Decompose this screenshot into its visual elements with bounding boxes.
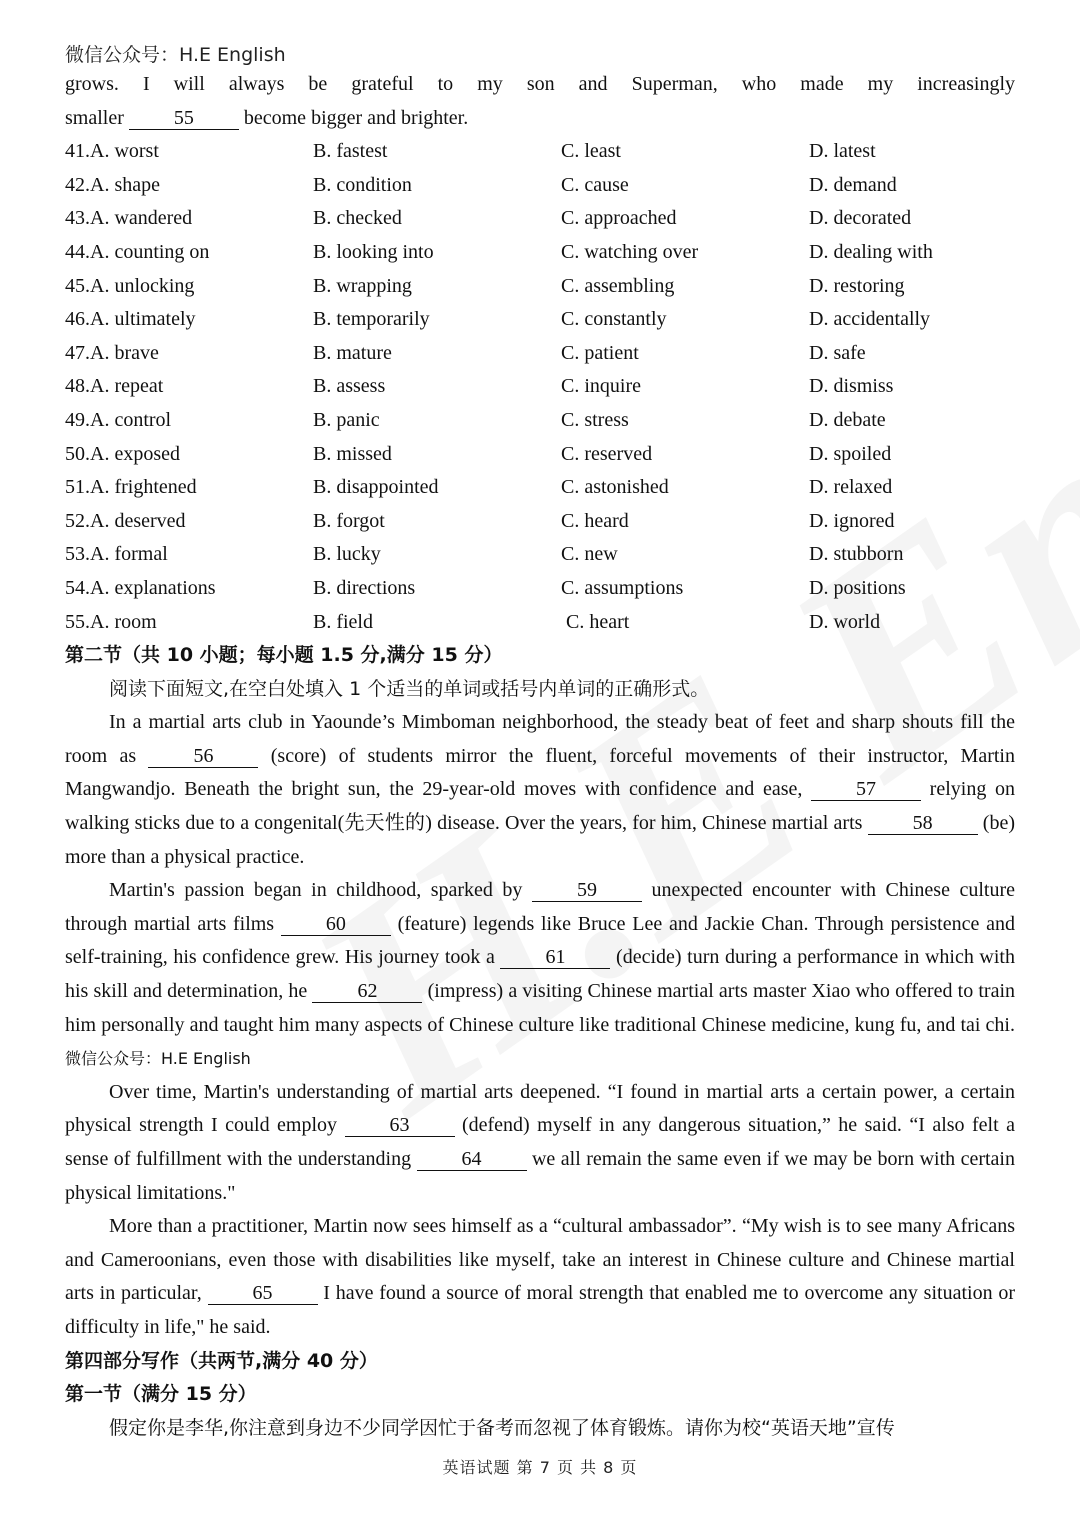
option-b: B. condition	[313, 173, 412, 196]
option-a	[65, 236, 313, 270]
option-a	[65, 303, 313, 337]
question-number: 50.	[65, 442, 90, 465]
option-text: A. deserved	[90, 509, 186, 532]
option-b: B. directions	[313, 576, 416, 599]
option-text: A. repeat	[90, 375, 164, 398]
question-number: 46.	[65, 308, 90, 331]
option-a	[65, 538, 313, 572]
grammar-paragraph-4: More than a practitioner, Martin now sees himself as a “cultural ambassador”. “My wish is to see many Africans and Cameroonians, even those with disabilities like myself, take an interest in Chinese culture and Chinese martial arts in particular, 65 I have found a source of moral strength that enabled me to overcome any situation or difficulty in life," he said.	[65, 1215, 1015, 1338]
option-row	[65, 303, 1015, 337]
answer-blank: 62	[312, 980, 422, 1003]
question-number: 51.	[65, 476, 90, 499]
option-b: B. fastest	[313, 140, 388, 163]
option-b: B. wrapping	[313, 274, 412, 297]
question-number: 43.	[65, 207, 90, 230]
option-d: D. positions	[809, 576, 906, 599]
option-a	[65, 202, 313, 236]
grammar-paragraph-2: Martin's passion began in childhood, sparked by 59 unexpected encounter with Chinese culture through martial arts films 60 (feature) legends like Bruce Lee and Jackie Chan. Through persistence and self-training, his confidence grew. His journey took a 61 (decide) turn during a performance in which with his skill and determination, he 62 (impress) a visiting Chinese martial arts master Xiao who offered to train him personally and taught him many aspects of Chinese culture like traditional Chinese medicine, kung fu, and tai chi.微信公众号：H.E English	[65, 879, 1016, 1069]
option-row	[65, 370, 1015, 404]
answer-blank: 61	[500, 946, 610, 969]
option-row	[65, 438, 1015, 472]
option-text: A. ultimately	[90, 308, 196, 331]
option-a	[65, 135, 313, 169]
option-d: D. latest	[809, 140, 876, 163]
grammar-paragraph-3: Over time, Martin's understanding of martial arts deepened. “I found in martial arts a certain power, a certain physical strength I could employ 63 (defend) myself in any dangerous situation,” he said. “I also felt a sense of fulfillment with the understanding 64 we all remain the same even if we may be born with certain physical limitations."	[65, 1080, 1016, 1204]
question-number: 47.	[65, 341, 90, 364]
option-text: A. explanations	[90, 576, 216, 599]
answer-blank: 55	[129, 107, 239, 130]
option-d: D. safe	[809, 341, 866, 364]
option-c: C. astonished	[561, 476, 669, 499]
passage-text: smaller	[65, 106, 129, 129]
part4-heading: 第四部分写作（共两节,满分 40 分）	[65, 1349, 378, 1372]
option-b: B. disappointed	[313, 476, 439, 499]
option-c: C. heart	[566, 610, 630, 633]
passage-text: become bigger and brighter.	[238, 106, 469, 129]
question-number: 41.	[65, 140, 90, 163]
option-row	[65, 135, 1015, 169]
option-a	[65, 572, 313, 606]
option-c: C. new	[561, 543, 618, 566]
question-number: 55.	[65, 610, 90, 633]
option-c: C. approached	[561, 207, 677, 230]
writing-prompt: 假定你是李华,你注意到身边不少同学因忙于备考而忽视了体育锻炼。请你为校“英语天地”宣传	[109, 1416, 895, 1439]
option-c: C. assembling	[561, 274, 675, 297]
answer-blank: 64	[417, 1148, 527, 1171]
option-text: A. unlocking	[90, 274, 195, 297]
option-a	[65, 606, 313, 640]
option-d: D. stubborn	[809, 543, 904, 566]
option-row	[65, 471, 1015, 505]
option-b: B. panic	[313, 408, 380, 431]
option-a	[65, 370, 313, 404]
option-row	[65, 606, 1015, 640]
question-number: 53.	[65, 543, 90, 566]
question-number: 45.	[65, 274, 90, 297]
option-d: D. decorated	[809, 207, 912, 230]
option-c: C. inquire	[561, 375, 641, 398]
cloze-options	[65, 135, 1015, 639]
option-row	[65, 202, 1015, 236]
option-c: C. stress	[561, 408, 629, 431]
option-c: C. watching over	[561, 240, 699, 263]
answer-blank: 56	[148, 745, 258, 768]
option-row	[65, 572, 1015, 606]
option-c: C. cause	[561, 173, 629, 196]
option-a	[65, 505, 313, 539]
option-text: A. formal	[90, 543, 168, 566]
option-a	[65, 169, 313, 203]
option-text: A. shape	[90, 173, 160, 196]
option-a	[65, 337, 313, 371]
option-d: D. debate	[809, 408, 886, 431]
option-row	[65, 236, 1015, 270]
option-a	[65, 404, 313, 438]
answer-blank: 58	[868, 812, 978, 835]
option-c: C. constantly	[561, 308, 667, 331]
answer-blank: 57	[811, 778, 921, 801]
option-d: D. dismiss	[809, 375, 894, 398]
option-d: D. world	[809, 610, 881, 633]
option-text: A. counting on	[90, 240, 210, 263]
section2-heading: 第二节（共 10 小题；每小题 1.5 分,满分 15 分）	[65, 644, 503, 667]
option-row	[65, 538, 1015, 572]
option-text: A. room	[90, 610, 157, 633]
option-d: D. spoiled	[809, 442, 892, 465]
option-a	[65, 270, 313, 304]
option-b: B. assess	[313, 375, 386, 398]
option-b: B. mature	[313, 341, 392, 364]
option-c: C. least	[561, 140, 621, 163]
grammar-paragraph-1: In a martial arts club in Yaounde’s Mimboman neighborhood, the steady beat of feet and sharp shouts fill the room as 56 (score) of students mirror the fluent, forceful movements of their instructor, Martin Mangwandjo. Beneath the bright sun, the 29-year-old moves with confidence and ease, 57 relying on walking sticks due to a congenital(先天性的) disease. Over the years, for him, Chinese martial arts 58 (be) more than a physical practice.	[65, 711, 1016, 868]
option-row	[65, 337, 1015, 371]
question-number: 52.	[65, 509, 90, 532]
page-content	[65, 68, 1015, 1445]
part4-subheading: 第一节（满分 15 分）	[65, 1383, 257, 1406]
option-row	[65, 169, 1015, 203]
answer-blank: 63	[345, 1114, 455, 1137]
option-d: D. restoring	[809, 274, 905, 297]
option-a	[65, 438, 313, 472]
answer-blank: 59	[532, 879, 642, 902]
question-number: 44.	[65, 240, 90, 263]
page-footer: 英语试题 第 7 页 共 8 页	[442, 1458, 638, 1477]
passage-end-line2	[65, 102, 1015, 136]
question-number: 49.	[65, 408, 90, 431]
header-note: 微信公众号：H.E English	[65, 44, 286, 66]
option-text: A. brave	[90, 341, 159, 364]
option-b: B. temporarily	[313, 308, 430, 331]
question-number: 54.	[65, 576, 90, 599]
option-c: C. patient	[561, 341, 639, 364]
option-c: C. heard	[561, 509, 629, 532]
option-b: B. field	[313, 610, 373, 633]
option-d: D. ignored	[809, 509, 895, 532]
option-d: D. accidentally	[809, 308, 931, 331]
option-d: D. dealing with	[809, 240, 933, 263]
wechat-mark: 微信公众号：H.E English	[65, 1049, 251, 1069]
option-b: B. lucky	[313, 543, 381, 566]
option-a	[65, 471, 313, 505]
option-text: A. worst	[90, 140, 159, 163]
option-d: D. demand	[809, 173, 897, 196]
section2-instruction: 阅读下面短文,在空白处填入 1 个适当的单词或括号内单词的正确形式。	[109, 677, 710, 700]
option-b: B. checked	[313, 207, 402, 230]
option-c: C. reserved	[561, 442, 653, 465]
passage-end-line1: grows. I will always be grateful to my son and Superman, who made my increasingly	[65, 73, 1015, 95]
option-row	[65, 505, 1015, 539]
option-c: C. assumptions	[561, 576, 684, 599]
question-number: 42.	[65, 173, 90, 196]
option-b: B. forgot	[313, 509, 385, 532]
option-d: D. relaxed	[809, 476, 893, 499]
answer-blank: 60	[281, 913, 391, 936]
option-text: A. control	[90, 408, 172, 431]
option-row	[65, 270, 1015, 304]
option-row	[65, 404, 1015, 438]
option-b: B. missed	[313, 442, 392, 465]
option-text: A. wandered	[90, 207, 193, 230]
option-text: A. exposed	[90, 442, 180, 465]
option-text: A. frightened	[90, 476, 197, 499]
question-number: 48.	[65, 375, 90, 398]
answer-blank: 65	[208, 1282, 318, 1305]
option-b: B. looking into	[313, 240, 434, 263]
